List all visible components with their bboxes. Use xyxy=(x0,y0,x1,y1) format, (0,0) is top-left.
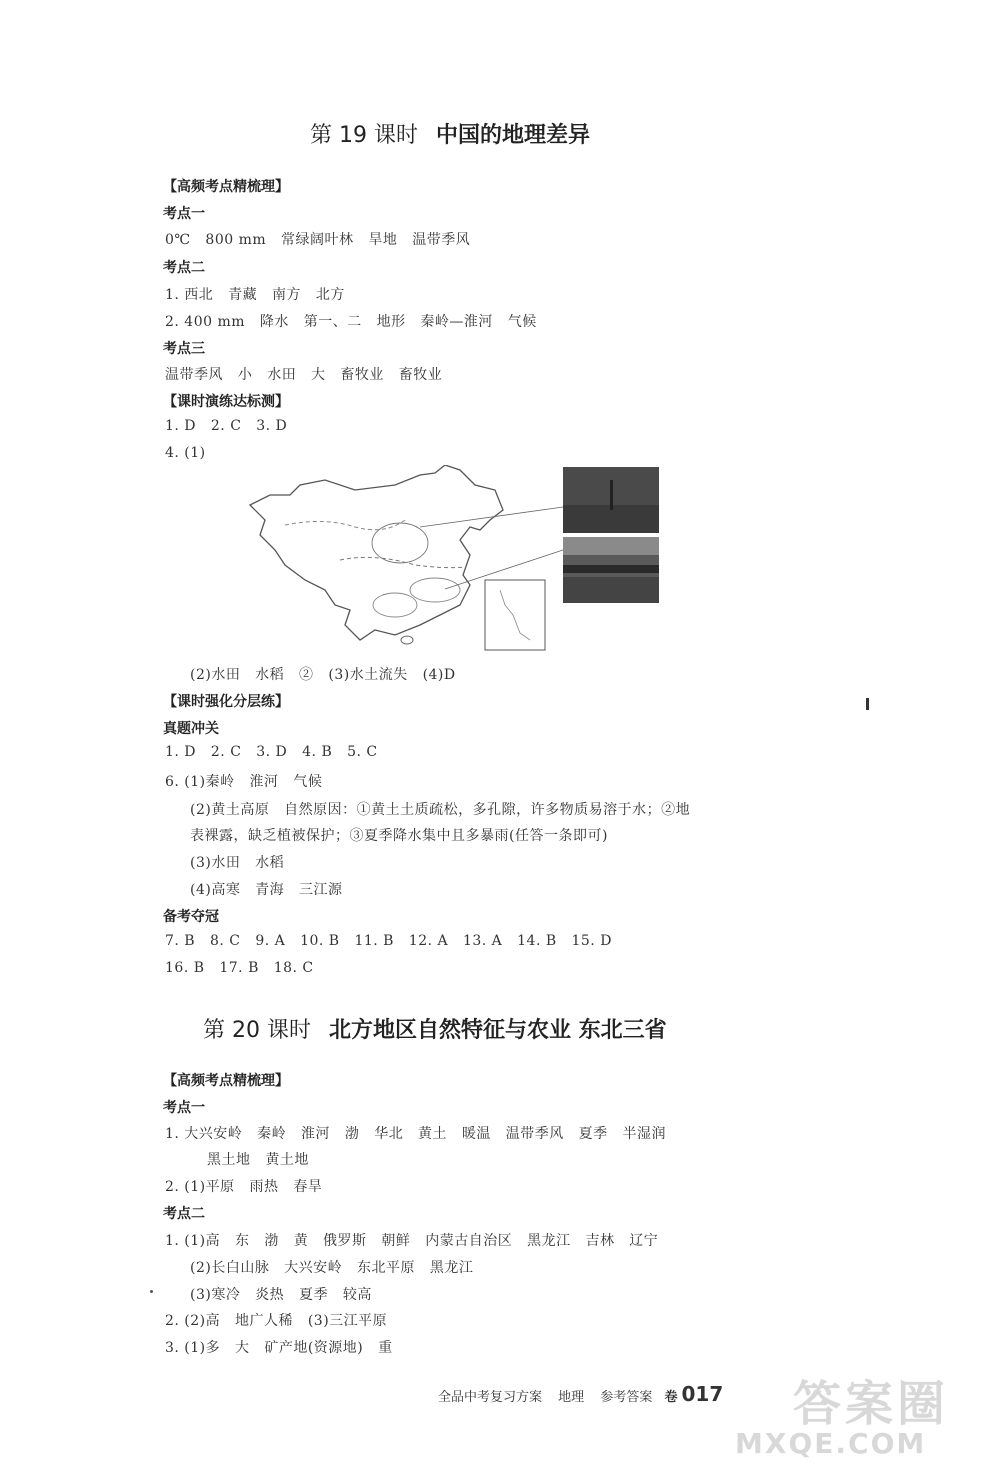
footer-subject: 地理 xyxy=(558,1390,585,1405)
kaodian-2-answer-2: 2. 400 mm 降水 第一、二 地形 秦岭—淮河 气候 xyxy=(165,314,537,330)
zhenti-answer-3: (2)黄土高原 自然原因：①黄土土质疏松，多孔隙，许多物质易溶于水；②地 xyxy=(190,802,691,818)
kaodian-1-l20-answer-3: 2. (1)平原 雨热 春旱 xyxy=(165,1179,323,1195)
section-review: 【高频考点精梳理】 xyxy=(163,179,289,195)
lesson19-number: 第 19 课时 xyxy=(310,123,418,148)
watermark xyxy=(735,1365,985,1460)
zhenti-answer-4: 表裸露，缺乏植被保护；③夏季降水集中且多暴雨(任答一条即可) xyxy=(190,828,608,844)
scan-mark xyxy=(866,698,869,710)
kaodian-2-l20: 考点二 xyxy=(163,1206,205,1222)
practice-answer-3: (2)水田 水稻 ② (3)水土流失 (4)D xyxy=(190,667,456,683)
practice-answer-1: 1. D 2. C 3. D xyxy=(165,418,288,434)
south-sea-inset xyxy=(485,580,545,650)
zhenti-answer-2: 6. (1)秦岭 淮河 气候 xyxy=(165,774,323,790)
footer-book-title: 全品中考复习方案 xyxy=(438,1390,543,1405)
southwest-region xyxy=(373,593,417,617)
footer-juan: 卷 xyxy=(664,1390,678,1405)
watermark-logo: 答案圈 xyxy=(793,1376,950,1432)
zhenti-heading: 真题冲关 xyxy=(163,721,219,737)
china-outline xyxy=(250,465,503,640)
section-layered-practice: 【课时强化分层练】 xyxy=(163,694,289,710)
beikao-answer-2: 16. B 17. B 18. C xyxy=(165,960,314,976)
kaodian-2-l20-answer-5: 3. (1)多 大 矿产地(资源地) 重 xyxy=(165,1340,393,1356)
kaodian-1-l20: 考点一 xyxy=(163,1100,205,1116)
watermark-url: MXQE.COM xyxy=(735,1427,927,1460)
kaodian-2-l20-answer-2: (2)长白山脉 大兴安岭 东北平原 黑龙江 xyxy=(190,1260,474,1276)
section-review-2: 【高频考点精梳理】 xyxy=(163,1073,289,1089)
kaodian-2-l20-answer-3: (3)寒冷 炎热 夏季 较高 xyxy=(190,1287,372,1303)
section-practice: 【课时演练达标测】 xyxy=(163,394,289,410)
lesson19-title xyxy=(310,118,590,149)
kaodian-1: 考点一 xyxy=(163,206,205,222)
footer-answer-label: 参考答案 xyxy=(600,1390,653,1405)
beikao-answer-1: 7. B 8. C 9. A 10. B 11. B 12. A 13. A 14. B 15. D xyxy=(165,933,612,949)
page-footer xyxy=(438,1382,723,1406)
kaodian-2: 考点二 xyxy=(163,260,205,276)
kaodian-2-l20-answer-4: 2. (2)高 地广人稀 (3)三江平原 xyxy=(165,1313,388,1329)
lesson20-number: 第 20 课时 xyxy=(203,1018,311,1043)
lesson20-title xyxy=(203,1013,667,1044)
lesson19-name: 中国的地理差异 xyxy=(435,123,590,148)
zhenti-answer-6: (4)高寒 青海 三江源 xyxy=(190,882,343,898)
zhenti-answer-1: 1. D 2. C 3. D 4. B 5. C xyxy=(165,744,378,760)
kaodian-2-answer-1: 1. 西北 青藏 南方 北方 xyxy=(165,287,345,303)
scan-dot xyxy=(150,1290,153,1293)
kaodian-2-l20-answer-1: 1. (1)高 东 渤 黄 俄罗斯 朝鲜 内蒙古自治区 黑龙江 吉林 辽宁 xyxy=(165,1233,659,1249)
kaodian-1-l20-answer-2: 黑土地 黄土地 xyxy=(207,1152,309,1168)
zhenti-answer-5: (3)水田 水稻 xyxy=(190,855,285,871)
kaodian-1-answer: 0℃ 800 mm 常绿阔叶林 旱地 温带季风 xyxy=(165,232,471,248)
china-map-figure xyxy=(245,465,665,665)
hainan-island xyxy=(401,636,413,644)
beikao-heading: 备考夺冠 xyxy=(163,909,219,925)
south-basin xyxy=(410,578,460,602)
page-number: 017 xyxy=(681,1382,724,1406)
kaodian-3: 考点三 xyxy=(163,341,205,357)
lesson20-name: 北方地区自然特征与农业 东北三省 xyxy=(328,1018,667,1043)
kaodian-3-answer: 温带季风 小 水田 大 畜牧业 畜牧业 xyxy=(165,367,443,383)
loess-plateau xyxy=(372,523,428,563)
kaodian-1-l20-answer-1: 1. 大兴安岭 秦岭 淮河 渤 华北 黄土 暖温 温带季风 夏季 半湿润 xyxy=(165,1126,666,1142)
practice-answer-2: 4. (1) xyxy=(165,445,206,461)
leader-line-top xyxy=(420,507,563,527)
